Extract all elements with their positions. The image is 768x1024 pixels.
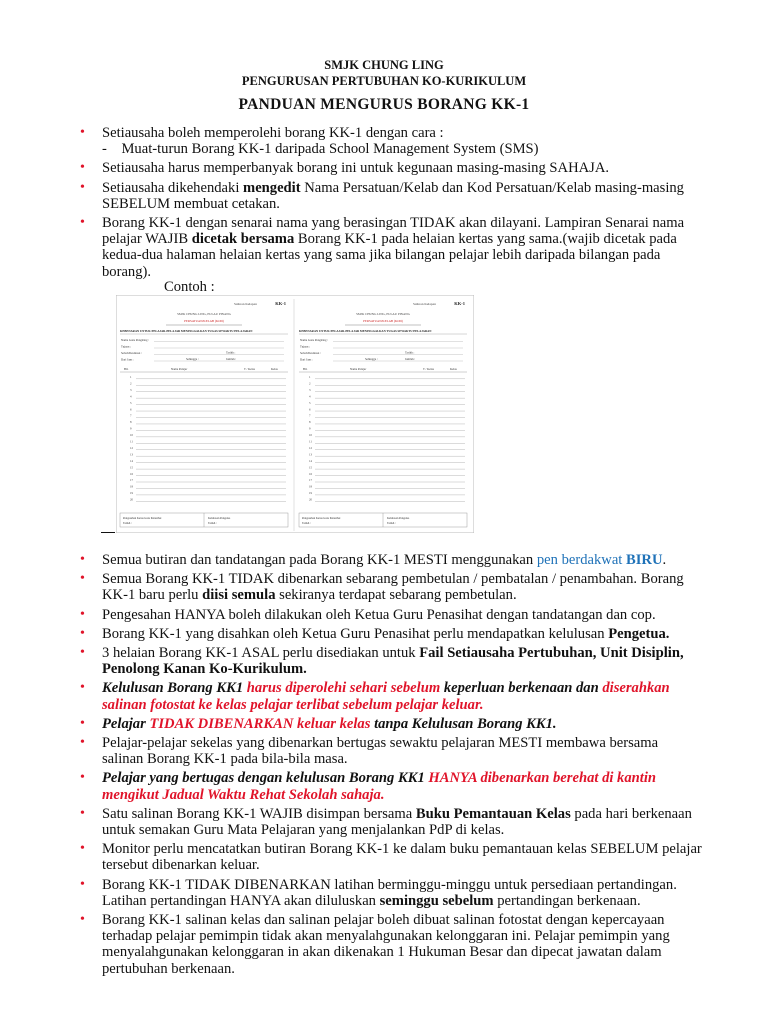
form-row-number: 16: [130, 471, 133, 476]
text-run: Kelulusan Borang KK1: [102, 680, 247, 697]
text-run: sekiranya terdapat sebarang pembetulan.: [275, 587, 517, 604]
text-run: diserahkan salinan fotostat ke kelas pelajar terlibat sebelum pelajar keluar.: [102, 680, 670, 713]
form-footer-date: Tarikh :: [123, 522, 132, 525]
form-footer-date: Tarikh :: [208, 522, 217, 525]
text-run: Semua butiran dan tandatangan pada Borang KK-1 MESTI menggunakan: [102, 552, 537, 568]
text-run: TIDAK DIBENARKAN keluar kelas: [149, 715, 371, 732]
text-run: Borang KK-1 dengan senarai nama yang berasingan TIDAK akan dilayani. Lampiran Senarai nama pelajar WAJIB: [102, 215, 685, 248]
form-page-tag: Salinan Kelapan: [233, 302, 257, 306]
text-run: .: [662, 552, 667, 568]
form-code: KK-1: [454, 301, 465, 306]
text-run: pertandingan berkenaan.: [493, 892, 641, 909]
form-row-number: 17: [309, 478, 312, 483]
text-run: dicetak bersama: [191, 231, 295, 248]
list-item: [0, 607, 768, 623]
form-row-number: 15: [130, 465, 133, 470]
text-run: Borang KK-1 salinan kelas dan salinan pelajar boleh dibuat salinan fotostat dengan kepercayaan terhadap pelajar pemimpin tidak akan menyalahgunakan kelonggaran ini. Pelajar pemimpin yang menyalahgunakan kelonggaran in akan dikenakan 1 Hukuman Besar dan dipecat jawatan dalam pertubuhan berkenaan.: [102, 912, 670, 977]
form-row-number: 6: [309, 407, 311, 412]
form-row-number: 20: [309, 497, 312, 502]
list-item: [0, 912, 768, 977]
form-row-number: 10: [309, 433, 312, 438]
list-item: [0, 160, 768, 176]
list-item: [0, 215, 768, 280]
text-run: Setiausaha dikehendaki: [102, 179, 244, 196]
form-row-number: 14: [130, 458, 133, 463]
form-row-number: 18: [309, 484, 312, 489]
form-row-number: 11: [309, 439, 312, 444]
form-row-number: 13: [130, 452, 133, 457]
form-row-number: 20: [130, 497, 133, 502]
text-run: harus diperolehi sehari sebelum: [246, 680, 441, 697]
form-col-header: Kelas: [271, 367, 278, 371]
text-run: Monitor perlu mencatatkan butiran Borang KK-1 ke dalam buku pemantauan kelas SEBELUM pelajar tersebut dibenarkan keluar.: [102, 841, 702, 874]
form-row-number: 8: [309, 420, 311, 425]
form-field-label-right: Tarikh :: [226, 350, 236, 355]
form-row-number: 1: [130, 375, 132, 379]
form-col-header: T / Kelas: [423, 367, 434, 371]
form-field-label: Dari Jam :: [121, 357, 134, 362]
school-name: SMJK CHUNG LING: [324, 58, 444, 72]
text-run: Borang KK-1 yang disahkan oleh Ketua Guru Penasihat perlu mendapatkan kelulusan: [102, 625, 609, 642]
form-col-header: Kelas: [450, 367, 457, 371]
form-footer-left: Pengesahan Ketua Guru Penasihat: [302, 517, 341, 520]
form-field-label: Nama Guru Pengiring :: [300, 338, 329, 342]
text-run: HANYA dibenarkan berehat di kantin mengikut Jadual Waktu Rehat Sekolah sahaja.: [102, 770, 656, 803]
form-field-label: Sebab/Destinasi :: [121, 351, 142, 355]
form-code: KK-1: [275, 301, 286, 306]
text-run: Pengetua.: [608, 625, 670, 642]
form-page-tag: Salinan Kelapan: [412, 302, 436, 306]
bullet-icon: •: [80, 770, 85, 786]
form-field-label-right: Sehingga :: [186, 357, 199, 361]
list-item: [0, 180, 768, 212]
bullet-icon: •: [80, 805, 85, 821]
form-society: PERSATUAN/KELAB (KOD): [363, 319, 403, 323]
form-school: SMJK CHUNG LING, PULAU PINANG: [177, 312, 231, 316]
text-run: Pelajar-pelajar sekelas yang dibenarkan bertugas sewaktu pelajaran MESTI membawa bersama salinan Borang KK-1 pada bila-bila masa.: [102, 735, 659, 768]
bullet-icon: •: [80, 552, 85, 567]
form-col-header: Bil.: [124, 367, 129, 371]
form-row-number: 4: [309, 394, 311, 399]
form-field-label: Nama Guru Pengiring :: [121, 338, 150, 342]
bullet-icon: •: [80, 645, 85, 661]
bullet-icon: •: [80, 571, 85, 587]
instruction-list-2: [0, 552, 768, 980]
form-row-number: 19: [130, 491, 133, 496]
bullet-icon: •: [80, 215, 85, 231]
form-footer-date: Tarikh :: [302, 522, 311, 525]
list-item: [0, 877, 768, 909]
form-row-number: 11: [130, 439, 133, 444]
text-run: Setiausaha boleh memperolehi borang KK-1 dengan cara :: [102, 125, 444, 141]
page-title: PANDUAN MENGURUS BORANG KK-1: [238, 96, 530, 113]
form-row-number: 9: [130, 426, 132, 431]
form-footer-right: Kelulusan Pengetua: [387, 517, 410, 520]
text-run: diisi semula: [202, 587, 276, 604]
list-item: [0, 552, 768, 568]
list-item: [0, 680, 768, 712]
list-item: [0, 806, 768, 838]
form-row-number: 5: [130, 400, 132, 405]
form-row-number: 8: [130, 420, 132, 425]
form-col-header: Bil.: [303, 367, 308, 371]
bullet-icon: •: [80, 876, 85, 892]
bullet-icon: •: [80, 680, 85, 696]
list-item: [0, 735, 768, 767]
list-item: [0, 125, 768, 157]
text-run: Borang KK-1 pada helaian kertas yang sama.(wajib dicetak pada kedua-dua halaman helaian kertas yang sama jika bilangan pelajar lebih daripada bilangan pada borang).: [102, 231, 677, 280]
form-field-label: Tujuan :: [300, 344, 310, 349]
text-run: Nama Persatuan/Kelab dan Kod Persatuan/Kelab masing-masing SEBELUM membuat cetakan.: [102, 179, 684, 212]
bullet-icon: •: [80, 735, 85, 751]
form-field-label-right: Tarikh :: [405, 350, 415, 355]
text-run: Setiausaha harus memperbanyak borang ini untuk kegunaan masing-masing SAHAJA.: [102, 160, 610, 177]
bullet-icon: •: [80, 179, 85, 195]
text-run: pen berdakwat: [536, 552, 627, 568]
department-name: PENGURUSAN PERTUBUHAN KO-KURIKULUM: [241, 74, 527, 88]
list-item: [0, 716, 768, 732]
form-heading: KEBENARAN UNTUK PELAJAR-PELAJAR MENINGGALKAN TUGAS SEWAKTU PELAJARAN: [120, 329, 253, 333]
form-row-number: 1: [309, 375, 311, 379]
list-item: [0, 841, 768, 873]
text-run: Satu salinan Borang KK-1 WAJIB disimpan bersama: [102, 805, 416, 822]
form-footer-left: Pengesahan Ketua Guru Penasihat: [123, 517, 162, 520]
form-row-number: 19: [309, 491, 312, 496]
form-row-number: 9: [309, 426, 311, 431]
text-run: mengedit: [243, 179, 301, 196]
form-field-label: Sebab/Destinasi :: [300, 351, 321, 355]
form-row-number: 15: [309, 465, 312, 470]
text-run: Pengesahan HANYA boleh dilakukan oleh Ketua Guru Penasihat dengan tandatangan dan cop.: [102, 606, 656, 623]
form-col-header: Nama Pelajar: [350, 367, 367, 371]
list-item: [0, 626, 768, 642]
bullet-icon: •: [80, 125, 85, 140]
form-row-number: 16: [309, 471, 312, 476]
form-row-number: 12: [309, 445, 312, 450]
text-run: Borang KK-1 TIDAK DIBENARKAN latihan berminggu-minggu untuk persediaan pertandingan. Latihan pertandingan HANYA akan diluluskan: [102, 876, 681, 909]
text-run: Semua Borang KK-1 TIDAK dibenarkan sebarang pembetulan / pembatalan / penambahan. Borang KK-1 baru perlu: [102, 571, 684, 604]
form-row-number: 4: [130, 394, 132, 399]
form-field-label: Tujuan :: [121, 344, 131, 349]
form-field-label: Dari Jam :: [300, 357, 313, 362]
sub-item: - Muat-turun Borang KK-1 daripada School Management System (SMS): [102, 141, 539, 158]
form-field-label-right: Sehingga :: [365, 357, 378, 361]
form-row-number: 2: [309, 381, 311, 386]
form-field-label-right: Jumlah :: [405, 357, 416, 361]
example-form-image: [116, 295, 474, 533]
form-row-number: 7: [130, 413, 132, 418]
form-school: SMJK CHUNG LING, PULAU PINANG: [356, 312, 410, 316]
form-row-number: 17: [130, 478, 133, 483]
form-row-number: 2: [130, 381, 132, 386]
example-label: Contoh :: [164, 279, 215, 295]
form-field-label-right: Jumlah :: [226, 357, 237, 361]
form-row-number: 13: [309, 452, 312, 457]
form-col-header: T / Kelas: [244, 367, 255, 371]
list-item: [0, 770, 768, 802]
form-footer-right: Kelulusan Pengetua: [208, 517, 231, 520]
text-run: tanpa Kelulusan Borang KK1.: [370, 715, 557, 732]
bullet-icon: •: [80, 606, 85, 622]
form-row-number: 5: [309, 400, 311, 405]
instruction-list-1: [0, 125, 768, 283]
form-row-number: 7: [309, 413, 311, 418]
bullet-icon: •: [80, 715, 85, 731]
separator-dash: [101, 532, 115, 533]
form-row-number: 12: [130, 445, 133, 450]
form-footer-date: Tarikh :: [387, 522, 396, 525]
form-row-number: 3: [309, 387, 311, 392]
form-heading: KEBENARAN UNTUK PELAJAR-PELAJAR MENINGGALKAN TUGAS SEWAKTU PELAJARAN: [299, 329, 432, 333]
text-run: BIRU: [626, 552, 663, 568]
form-row-number: 6: [130, 407, 132, 412]
text-run: 3 helaian Borang KK-1 ASAL perlu disediakan untuk: [102, 645, 420, 662]
text-run: keperluan berkenaan dan: [440, 680, 603, 697]
bullet-icon: •: [80, 625, 85, 641]
form-row-number: 14: [309, 458, 312, 463]
text-run: Pelajar yang bertugas dengan kelulusan Borang KK1: [102, 770, 429, 787]
bullet-icon: •: [80, 160, 85, 176]
form-row-number: 3: [130, 387, 132, 392]
form-row-number: 10: [130, 433, 133, 438]
form-row-number: 18: [130, 484, 133, 489]
text-run: pada hari berkenaan untuk semakan Guru Mata Pelajaran yang menjalankan PdP di kelas.: [102, 805, 692, 839]
text-run: Fail Setiausaha Pertubuhan, Unit Disiplin, Penolong Kanan Ko-Kurikulum.: [102, 645, 684, 678]
form-society: PERSATUAN/KELAB (KOD): [184, 319, 224, 323]
list-item: [0, 645, 768, 677]
list-item: [0, 571, 768, 603]
example-form-svg: [116, 295, 474, 533]
text-run: Pelajar: [102, 715, 150, 732]
bullet-icon: •: [80, 841, 85, 857]
bullet-icon: •: [80, 912, 85, 928]
text-run: Buku Pemantauan Kelas: [415, 805, 571, 822]
text-run: seminggu sebelum: [379, 892, 494, 909]
form-col-header: Nama Pelajar: [171, 367, 188, 371]
